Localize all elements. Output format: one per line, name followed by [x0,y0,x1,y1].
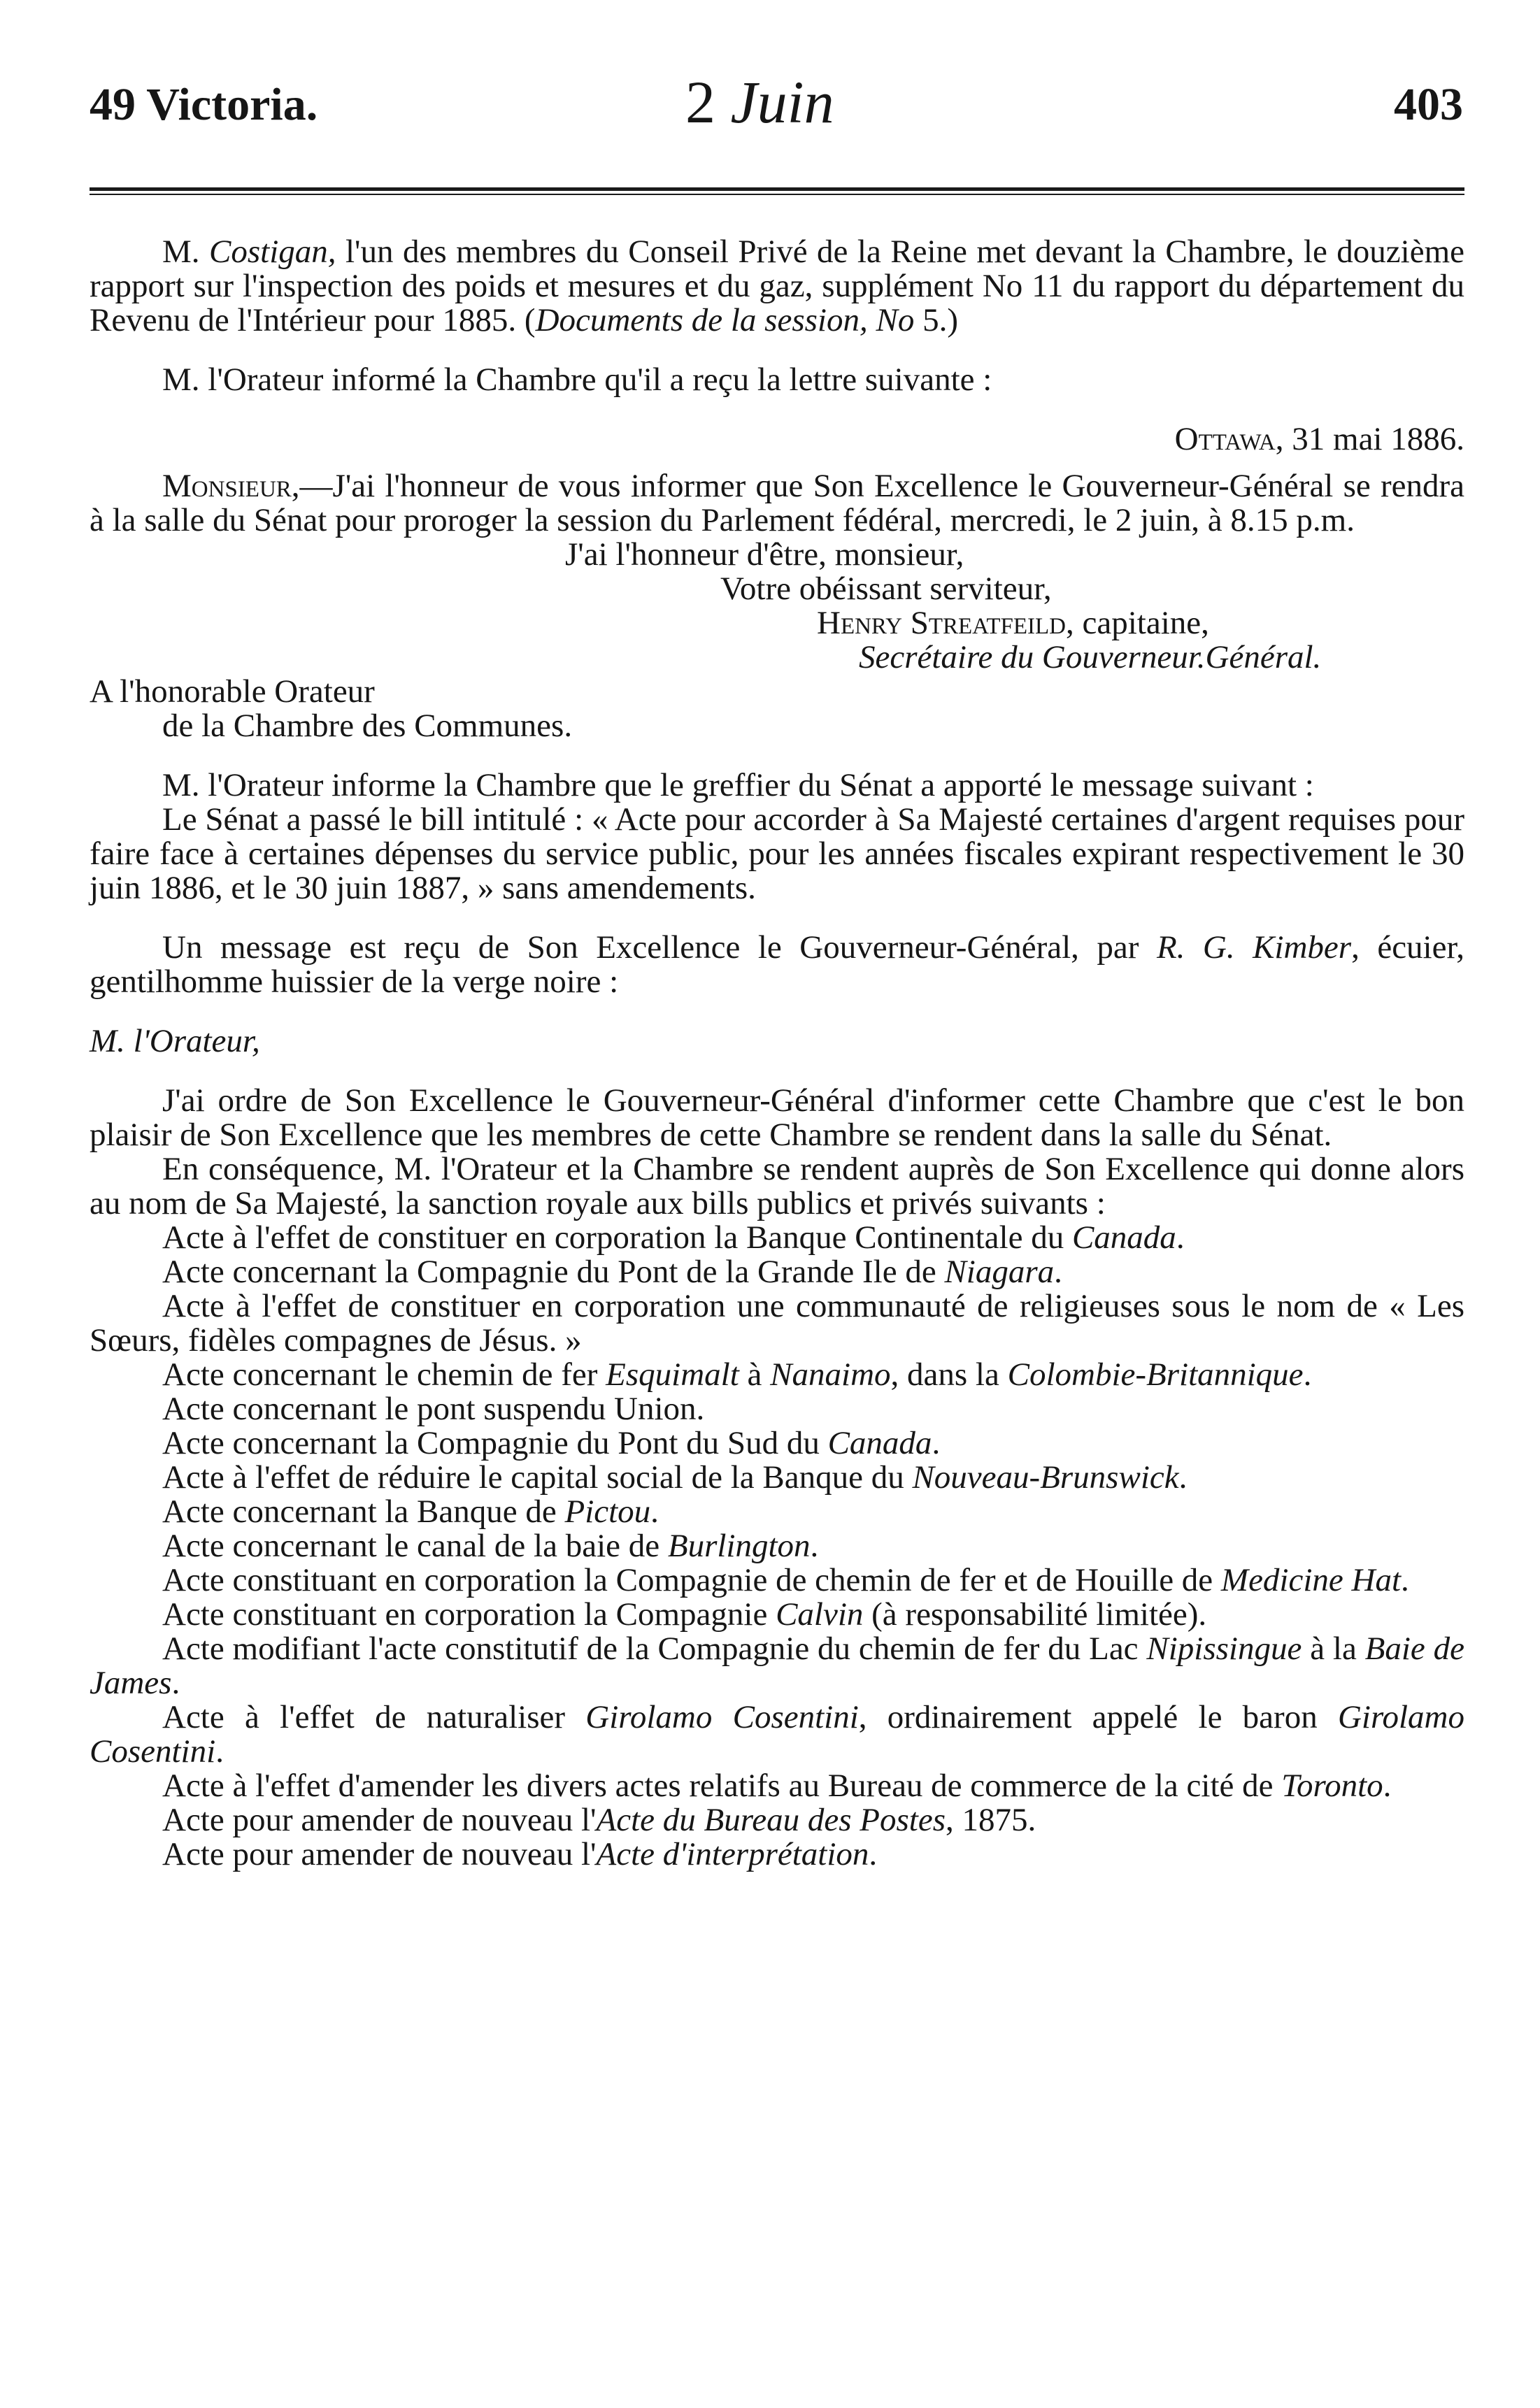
act-item [90,1837,1464,1872]
act-it2: Nanaimo [770,1356,891,1393]
p5-text: Un message est reçu de Son Excellence le Gouverneur-Général, par [162,929,1157,966]
act-it: Calvin [776,1596,864,1633]
act-pre: Acte concernant le pont suspendu Union. [162,1391,705,1427]
act-it2: Girolamo Cosentini [90,1699,1464,1770]
header-day: 2 [685,69,715,136]
letter-closing-1: J'ai l'honneur d'être, monsieur, [565,536,964,573]
act-it: Girolamo Cosentini [585,1699,859,1735]
act-item [90,1632,1464,1700]
letter-dateline [90,422,1464,457]
letter-text: —J'ai l'honneur de vous informer que Son Excellence le Gouverneur-Général se rendra à la salle du Sénat pour proroger la session du Parlement fédéral, mercredi, le 2 juin, à 8.15 p.m. [90,468,1464,538]
act-item [90,1495,1464,1529]
paragraph-salutation-orateur [90,1024,1464,1059]
act-it: Canada [827,1425,932,1461]
p5-name: R. G. Kimber [1156,929,1352,966]
p1-lead: M. [162,234,210,270]
act-pre: Acte à l'effet de constituer en corporation une communauté de religieuses sous le nom de « Les Sœurs, fidèles compagnes de Jésus. » [90,1288,1464,1359]
act-it: Nipissingue [1146,1631,1302,1667]
p1-ref: Documents de la session, No [535,302,915,338]
paragraph-orateur-lettre: M. l'Orateur informé la Chambre qu'il a reçu la lettre suivante : [162,361,992,398]
act-it: Esquimalt [606,1356,739,1393]
act-it: Niagara [944,1254,1055,1290]
act-item [90,1426,1464,1461]
header-regnal-year: 49 Victoria. [90,79,318,130]
act-pre: Acte constituant en corporation la Compagnie [162,1596,776,1633]
act-post: . [1401,1562,1409,1598]
act-pre: Acte constituant en corporation la Compagnie de chemin de fer et de Houille de [162,1562,1221,1598]
act-it: Nouveau-Brunswick [912,1459,1179,1496]
p1-name: Costigan, [209,234,336,270]
letter-salutation: Monsieur, [162,468,300,504]
act-item [90,1769,1464,1803]
act-mid2: , dans la [890,1356,1008,1393]
letter-signer-title: , capitaine, [1066,605,1209,641]
act-post: . [810,1528,819,1564]
act-item [90,1563,1464,1598]
act-post: (à responsabilité limitée). [863,1596,1207,1633]
act-item [90,1255,1464,1289]
act-post: . [171,1665,180,1701]
letter-signer [90,606,1464,640]
act-it: Canada [1071,1219,1176,1256]
letter-address-1: A l'honorable Orateur [90,673,375,710]
page-header [0,70,1540,154]
letter-place: Ottawa [1174,421,1276,457]
letter-signer-role [90,640,1464,675]
paragraph-consequence: En conséquence, M. l'Orateur et la Chambre se rendent auprès de Son Excellence qui donne alors au nom de Sa Majesté, la sanction royale aux bills publics et privés suivants : [90,1151,1464,1221]
header-rule-thin [90,194,1464,195]
letter-signer-name: Henry Streatfeild [817,605,1066,641]
paragraph-message [90,931,1464,999]
act-it: Medicine Hat [1220,1562,1402,1598]
header-date [685,67,834,137]
act-pre: Acte concernant la Compagnie du Pont de la Grande Ile de [162,1254,945,1290]
paragraph-costigan [90,235,1464,338]
act-pre: Acte concernant la Compagnie du Pont du Sud du [162,1425,828,1461]
act-post: . [1176,1219,1185,1256]
act-it: Burlington [667,1528,811,1564]
letter-address-2: de la Chambre des Communes. [162,708,573,744]
act-pre: Acte à l'effet d'amender les divers actes relatifs au Bureau de commerce de la cité de [162,1768,1282,1804]
act-item [90,1358,1464,1392]
act-post: . [1383,1768,1392,1804]
act-mid: à [739,1356,771,1393]
act-pre: Acte concernant le chemin de fer [162,1356,606,1393]
act-item [90,1461,1464,1495]
p5-tail: , écuier, gentilhomme huissier de la verge noire : [90,929,1465,1000]
act-item [90,1700,1464,1769]
act-pre: Acte à l'effet de naturaliser [162,1699,586,1735]
letter-date: , 31 mai 1886. [1275,421,1464,457]
p1-ref-num: 5.) [914,302,958,338]
act-it: Acte d'interprétation [596,1836,869,1872]
act-post: . [215,1733,224,1770]
act-it2: Baie de James [90,1631,1464,1701]
act-item [90,1529,1464,1563]
act-mid: , ordinairement appelé le baron [858,1699,1338,1735]
act-it: Pictou [564,1493,651,1530]
page-number: 403 [1394,79,1463,130]
act-item [90,1221,1464,1255]
act-mid: à la [1302,1631,1365,1667]
paragraph-senat-bill: Le Sénat a passé le bill intitulé : « Acte pour accorder à Sa Majesté certaines d'argent requises pour faire face à certaines dépenses du service public, pour les années fiscales expirant respectivement le 30 juin 1886, et le 30 juin 1887, » sans amendements. [90,801,1464,906]
act-post: . [932,1425,941,1461]
act-post: . [1054,1254,1062,1290]
act-item [90,1392,1464,1426]
act-pre: Acte à l'effet de réduire le capital social de la Banque du [162,1459,913,1496]
act-it3: Colombie-Britannique [1007,1356,1304,1393]
header-month: Juin [730,69,834,136]
act-pre: Acte pour amender de nouveau l' [162,1802,597,1838]
letter-body [90,469,1464,538]
act-pre: Acte à l'effet de constituer en corporation la Banque Continentale du [162,1219,1072,1256]
act-pre: Acte pour amender de nouveau l' [162,1836,597,1872]
act-post: . [1178,1459,1188,1496]
act-post: . [650,1493,659,1530]
act-post: . [869,1836,878,1872]
document-body [90,235,1464,1872]
act-item [90,1598,1464,1632]
act-pre: Acte concernant le canal de la baie de [162,1528,668,1564]
act-it: Toronto [1281,1768,1383,1804]
acts-list [90,1221,1464,1872]
act-post: . [1303,1356,1312,1393]
letter-closing-2: Votre obéissant serviteur, [720,571,1052,607]
header-rule-thick [90,187,1464,191]
act-post: , 1875. [946,1802,1036,1838]
letter-signer-role-text: Secrétaire du Gouverneur.Général. [859,639,1322,675]
act-item [90,1803,1464,1837]
p6-text: M. l'Orateur, [90,1023,260,1059]
p1-text: l'un des membres du Conseil Privé de la Reine met devant la Chambre, le douzième rapport sur l'inspection des poids et mesures et du gaz, supplément No 11 du rapport du département du Revenu de l'Intérieur pour 1885. ( [90,234,1465,338]
act-pre: Acte concernant la Banque de [162,1493,565,1530]
act-it: Acte du Bureau des Postes [596,1802,946,1838]
paragraph-ordre: J'ai ordre de Son Excellence le Gouverneur-Général d'informer cette Chambre que c'est le bon plaisir de Son Excellence que les membres de cette Chambre se rendent dans la salle du Sénat. [90,1082,1464,1153]
act-item [90,1289,1464,1358]
act-pre: Acte modifiant l'acte constitutif de la Compagnie du chemin de fer du Lac [162,1631,1147,1667]
paragraph-greffier: M. l'Orateur informe la Chambre que le greffier du Sénat a apporté le message suivant : [162,767,1314,803]
